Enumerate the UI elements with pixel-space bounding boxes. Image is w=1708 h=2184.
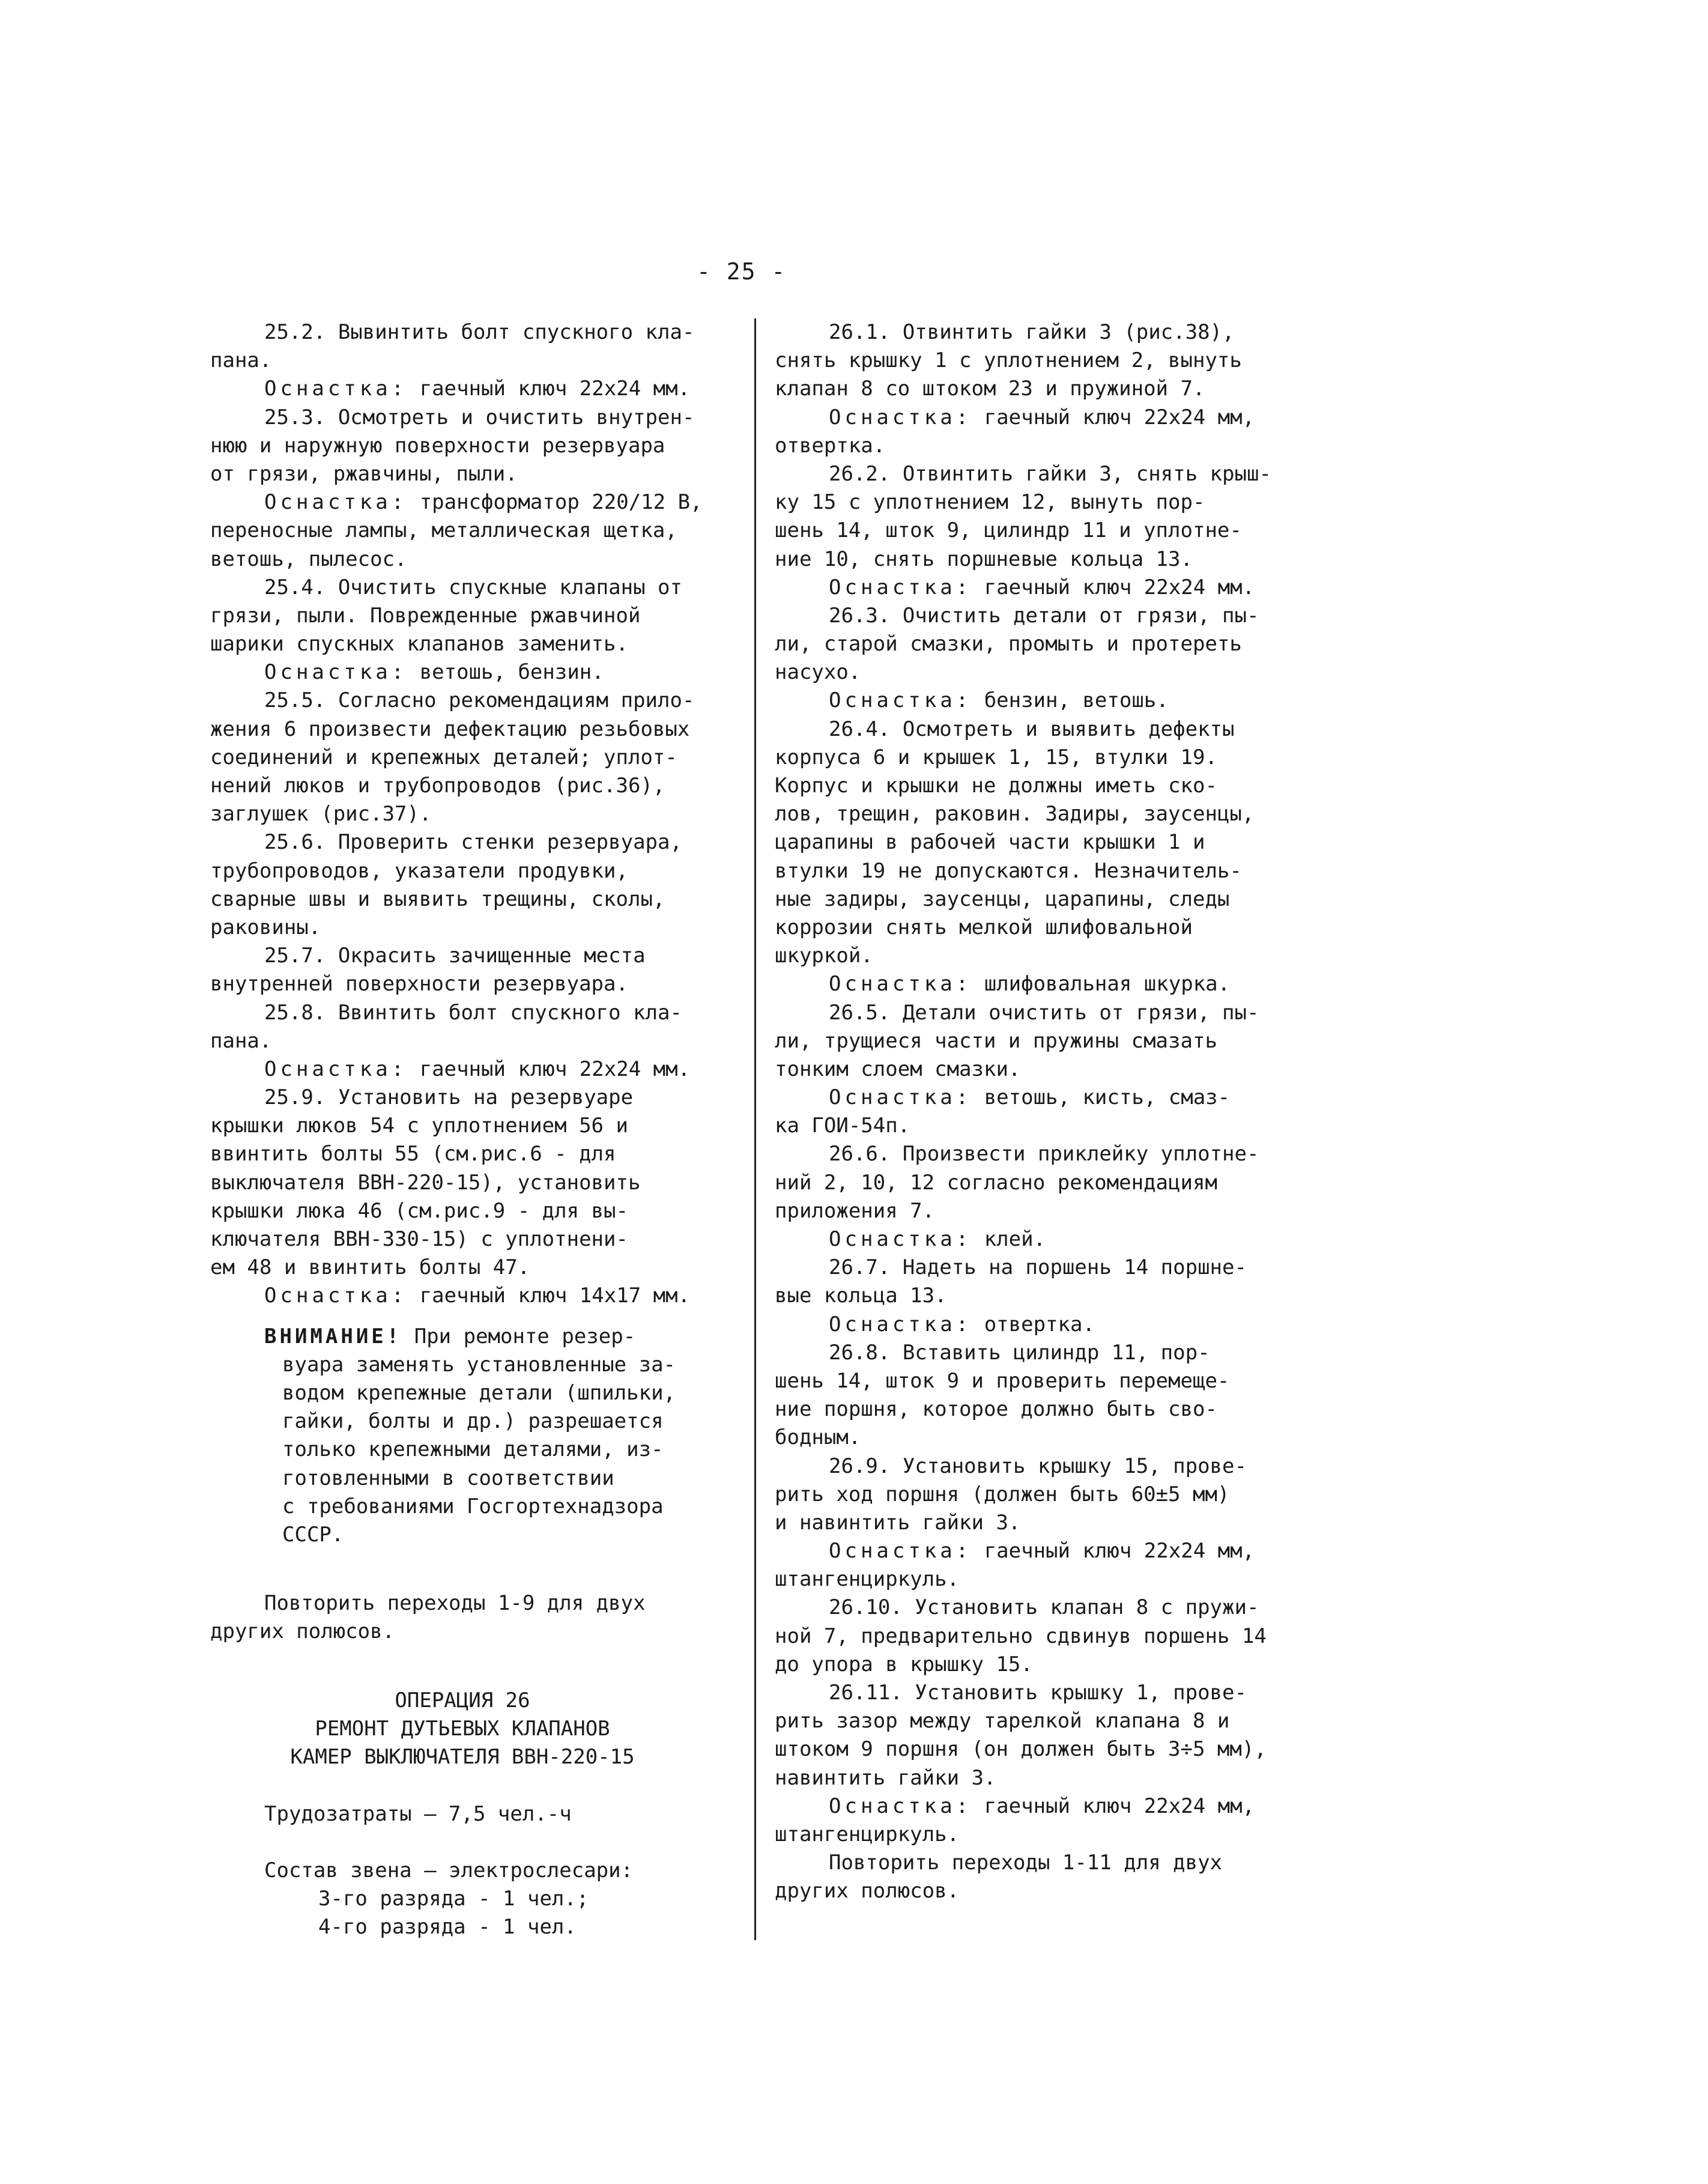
text-line: 25.3. Осмотреть и очистить внутрен- xyxy=(264,405,695,429)
right-column-body xyxy=(775,318,1315,1906)
warning-line: водом крепежные детали (шпильки, xyxy=(282,1380,676,1405)
text-line: ли, трущиеся части и пружины смазать xyxy=(775,1028,1217,1053)
warning-line: СССР. xyxy=(282,1522,344,1547)
tooling-label: Оснастка: xyxy=(829,1794,972,1818)
text-line: Оснастка: шлифовальная шкурка. xyxy=(829,972,1231,996)
text-line: 25.2. Вывинтить болт спускного кла- xyxy=(264,320,695,344)
text-line: крышки люка 46 (см.рис.9 - для вы- xyxy=(210,1198,628,1223)
crew-item: 4-го разряда - 1 чел. xyxy=(318,1915,577,1940)
text-line: от грязи, ржавчины, пыли. xyxy=(210,461,518,486)
tooling-label: Оснастка: xyxy=(829,1085,972,1110)
warning-block xyxy=(210,1323,739,1550)
text-line: навинтить гайки 3. xyxy=(775,1765,996,1790)
text-line: других полюсов. xyxy=(775,1879,960,1903)
text-line: 26.8. Вставить цилиндр 11, пор- xyxy=(829,1340,1210,1365)
text-line: Оснастка: гаечный ключ 22х24 мм, xyxy=(829,1794,1255,1818)
text-line: Оснастка: гаечный ключ 22х24 мм. xyxy=(264,377,691,401)
text-line: 26.3. Очистить детали от грязи, пы- xyxy=(829,603,1259,628)
text-line: и навинтить гайки 3. xyxy=(775,1510,1021,1535)
text-line: 26.10. Установить клапан 8 с пружи- xyxy=(829,1595,1259,1620)
text-line: 26.2. Отвинтить гайки 3, снять крыш- xyxy=(829,461,1271,486)
text-line: трубопроводов, указатели продувки, xyxy=(210,858,628,883)
text-line: 26.11. Установить крышку 1, прове- xyxy=(829,1681,1247,1705)
text-line: Оснастка: трансформатор 220/12 В, xyxy=(264,490,703,515)
text-line: втулки 19 не допускаются. Незначитель- xyxy=(775,858,1242,883)
tooling-label: Оснастка: xyxy=(829,972,972,996)
operation-title-line: КАМЕР ВЫКЛЮЧАТЕЛЯ ВВН-220-15 xyxy=(290,1745,635,1770)
text-line: тонким слоем смазки. xyxy=(775,1057,1021,1081)
text-line: 25.5. Согласно рекомендациям прило- xyxy=(264,688,695,713)
text-line: ние 10, снять поршневые кольца 13. xyxy=(775,547,1193,571)
text-line: штоком 9 поршня (он должен быть 3÷5 мм), xyxy=(775,1737,1267,1762)
crew-item: 3-го разряда - 1 чел.; xyxy=(318,1887,589,1911)
repeat-line: Повторить переходы 1-9 для двух xyxy=(264,1591,646,1616)
text-line: клапан 8 со штоком 23 и пружиной 7. xyxy=(775,377,1205,401)
text-line: ввинтить болты 55 (см.рис.6 - для xyxy=(210,1142,616,1166)
tooling-label: Оснастка: xyxy=(829,575,972,599)
text-line: корпуса 6 и крышек 1, 15, втулки 19. xyxy=(775,745,1217,769)
text-line: до упора в крышку 15. xyxy=(775,1652,1033,1676)
text-line: лов, трещин, раковин. Задиры, заусенцы, xyxy=(775,802,1255,827)
text-line: грязи, пыли. Поврежденные ржавчиной xyxy=(210,603,641,628)
operation-title-line: РЕМОНТ ДУТЬЕВЫХ КЛАПАНОВ xyxy=(315,1717,610,1741)
text-line: Оснастка: гаечный ключ 22х24 мм, xyxy=(829,1539,1255,1564)
text-line: рить ход поршня (должен быть 60±5 мм) xyxy=(775,1482,1230,1506)
text-line: 25.8. Ввинтить болт спускного кла- xyxy=(264,1000,682,1025)
text-line: Оснастка: гаечный ключ 22х24 мм. xyxy=(264,1057,691,1081)
text-line: штангенциркуль. xyxy=(775,1567,960,1592)
page-number: - 25 - xyxy=(697,258,787,285)
tooling-label: Оснастка: xyxy=(264,1284,408,1308)
labor-line: Трудозатраты — 7,5 чел.-ч xyxy=(264,1801,572,1826)
text-line: шарики спускных клапанов заменить. xyxy=(210,632,628,657)
crew-title: Состав звена — электрослесари: xyxy=(264,1858,634,1882)
text-line: Оснастка: гаечный ключ 22х24 мм. xyxy=(829,575,1255,599)
text-line: шень 14, шток 9, цилиндр 11 и уплотне- xyxy=(775,518,1242,543)
text-line: Корпус и крышки не должны иметь ско- xyxy=(775,774,1217,798)
tooling-label: Оснастка: xyxy=(264,490,408,515)
text-line: ветошь, пылесос. xyxy=(210,547,407,571)
text-line: отвертка. xyxy=(775,433,886,458)
text-line: Повторить переходы 1-11 для двух xyxy=(829,1851,1223,1875)
text-line: царапины в рабочей части крышки 1 и xyxy=(775,830,1205,855)
tooling-label: Оснастка: xyxy=(829,688,972,713)
tooling-label: Оснастка: xyxy=(264,660,408,685)
right-column xyxy=(775,318,1315,1906)
text-line: заглушек (рис.37). xyxy=(210,802,432,827)
tooling-label: Оснастка: xyxy=(264,377,408,401)
text-line: переносные лампы, металлическая щетка, xyxy=(210,518,677,543)
text-line: коррозии снять мелкой шлифовальной xyxy=(775,915,1193,939)
text-line: ключателя ВВН-330-15) с уплотнени- xyxy=(210,1227,628,1251)
text-line: пана. xyxy=(210,1028,272,1053)
text-line: штангенциркуль. xyxy=(775,1822,960,1846)
text-line: Оснастка: ветошь, кисть, смаз- xyxy=(829,1085,1231,1110)
text-line: 25.9. Установить на резервуаре xyxy=(264,1085,634,1110)
text-line: нюю и наружную поверхности резервуара xyxy=(210,433,665,458)
crew-list xyxy=(210,1885,739,1941)
text-line: нений люков и трубопроводов (рис.36), xyxy=(210,774,665,798)
text-line: шкуркой. xyxy=(775,944,873,968)
text-line: ной 7, предварительно сдвинув поршень 14 xyxy=(775,1624,1267,1648)
text-line: Оснастка: клей. xyxy=(829,1227,1046,1251)
text-line: 25.4. Очистить спускные клапаны от xyxy=(264,575,682,599)
text-line: ние поршня, которое должно быть сво- xyxy=(775,1397,1217,1422)
text-line: приложения 7. xyxy=(775,1198,935,1223)
text-line: насухо. xyxy=(775,660,861,685)
text-line: пана. xyxy=(210,348,272,373)
warning-line: готовленными в соответствии xyxy=(282,1466,614,1490)
text-line: 26.1. Отвинтить гайки 3 (рис.38), xyxy=(829,320,1235,344)
text-line: 26.5. Детали очистить от грязи, пы- xyxy=(829,1000,1259,1025)
tooling-label: Оснастка: xyxy=(829,1227,972,1251)
text-line: соединений и крепежных деталей; уплот- xyxy=(210,745,677,769)
column-divider xyxy=(754,318,756,1940)
tooling-label: Оснастка: xyxy=(829,1312,972,1336)
text-line: выключателя ВВН-220-15), установить xyxy=(210,1170,641,1195)
warning-first-line: При ремонте резер- xyxy=(414,1324,636,1348)
warning-title: ВНИМАНИЕ! xyxy=(264,1324,402,1348)
text-line: Оснастка: отвертка. xyxy=(829,1312,1095,1336)
tooling-label: Оснастка: xyxy=(829,1539,972,1564)
operation-heading xyxy=(210,1687,739,1772)
repeat-left-block xyxy=(210,1589,739,1646)
text-line: 26.9. Установить крышку 15, прове- xyxy=(829,1454,1247,1478)
text-line: бодным. xyxy=(775,1425,861,1450)
text-line: ли, старой смазки, промыть и протереть xyxy=(775,632,1242,657)
text-line: рить зазор между тарелкой клапана 8 и xyxy=(775,1709,1230,1734)
text-line: 26.7. Надеть на поршень 14 поршне- xyxy=(829,1255,1247,1280)
text-line: внутренней поверхности резервуара. xyxy=(210,972,628,996)
text-line: 25.7. Окрасить зачищенные места xyxy=(264,944,646,968)
text-line: снять крышку 1 с уплотнением 2, вынуть xyxy=(775,348,1242,373)
text-line: ку 15 с уплотнением 12, вынуть пор- xyxy=(775,490,1205,515)
text-line: ные задиры, заусенцы, царапины, следы xyxy=(775,887,1230,911)
text-line: ем 48 и ввинтить болты 47. xyxy=(210,1255,530,1280)
text-line: раковины. xyxy=(210,915,321,939)
text-line: ка ГОИ-54п. xyxy=(775,1114,910,1138)
warning-line: вуара заменять установленные за- xyxy=(282,1352,676,1377)
text-line: Оснастка: гаечный ключ 14х17 мм. xyxy=(264,1284,691,1308)
tooling-label: Оснастка: xyxy=(264,1057,408,1081)
warning-line: с требованиями Госгортехнадзора xyxy=(282,1494,664,1518)
text-line: крышки люков 54 с уплотнением 56 и xyxy=(210,1114,628,1138)
operation-title-line: ОПЕРАЦИЯ 26 xyxy=(395,1688,530,1712)
text-line: сварные швы и выявить трещины, сколы, xyxy=(210,887,665,911)
text-line: 26.4. Осмотреть и выявить дефекты xyxy=(829,717,1235,741)
text-line: вые кольца 13. xyxy=(775,1284,947,1308)
text-line: Оснастка: гаечный ключ 22х24 мм, xyxy=(829,405,1255,429)
left-column-body xyxy=(210,318,739,1311)
text-line: шень 14, шток 9 и проверить перемеще- xyxy=(775,1368,1230,1393)
tooling-label: Оснастка: xyxy=(829,405,972,429)
warning-line: только крепежными деталями, из- xyxy=(282,1437,664,1462)
text-line: ний 2, 10, 12 согласно рекомендациям xyxy=(775,1170,1217,1195)
text-line: жения 6 произвести дефектацию резьбовых xyxy=(210,717,690,741)
text-line: 25.6. Проверить стенки резервуара, xyxy=(264,830,682,855)
left-column xyxy=(210,318,739,1942)
warning-line: гайки, болты и др.) разрешается xyxy=(282,1409,664,1434)
repeat-line: других полюсов. xyxy=(210,1619,395,1644)
text-line: Оснастка: ветошь, бензин. xyxy=(264,660,604,685)
text-line: Оснастка: бензин, ветошь. xyxy=(829,688,1169,713)
text-line: 26.6. Произвести приклейку уплотне- xyxy=(829,1142,1259,1166)
